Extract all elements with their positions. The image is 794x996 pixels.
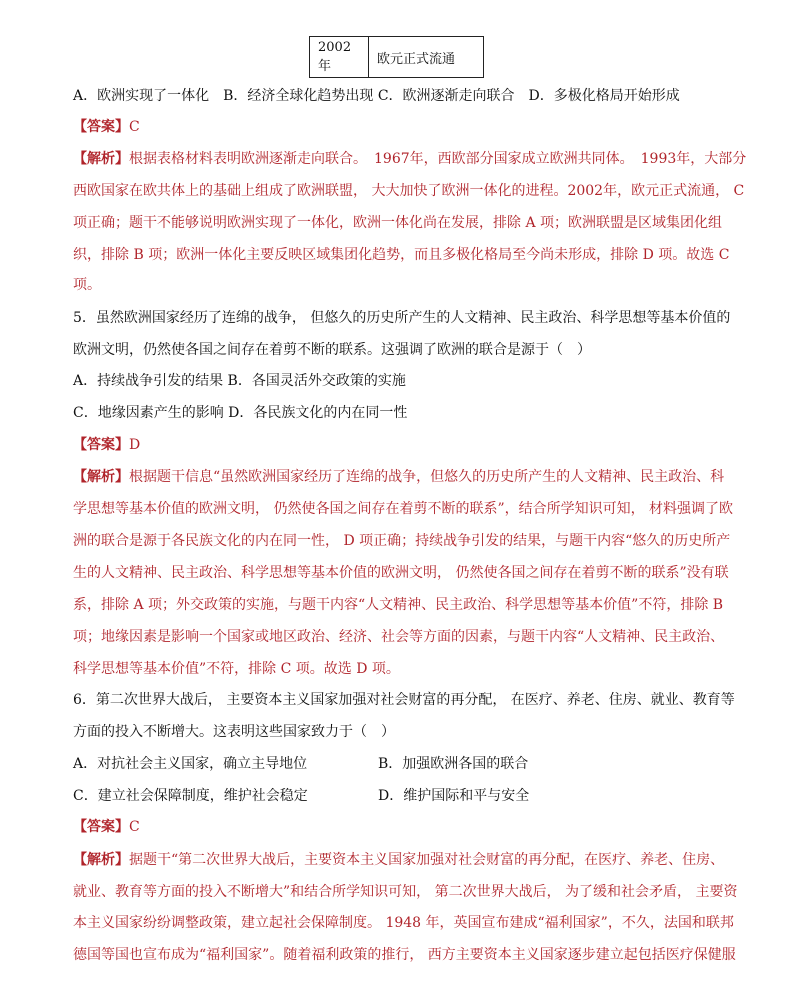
answer-value: C [129, 819, 140, 835]
q6-stem-line: 6．第二次世界大战后， 主要资本主义国家加强对社会财富的再分配， 在医疗、养老、住房、就业、教育等 [73, 692, 735, 708]
answer-value: D [129, 437, 141, 453]
answer-value: C [129, 119, 140, 135]
q5-analysis-line: 学思想等基本价值的欧洲文明， 仍然使各国之间存在着剪不断的联系”，结合所学知识可知， 材料强调了欧 [73, 501, 734, 517]
table-cell-year: 2002 年 [310, 37, 369, 78]
answer-tag: 【答案】 [73, 119, 129, 135]
q5-analysis-line [73, 467, 724, 487]
q4-options: A．欧洲实现了一体化 B．经济全球化趋势出现 C．欧洲逐渐走向联合 D．多极化格局开始形成 [73, 88, 680, 104]
q6-option-d: D．维护国际和平与安全 [378, 788, 530, 804]
table-row [310, 37, 484, 78]
q5-stem-line: 欧洲文明，仍然使各国之间存在着剪不断的联系。这强调了欧洲的联合是源于（ ） [73, 342, 591, 358]
q5-option-line: A．持续战争引发的结果 B．各国灵活外交政策的实施 [73, 373, 406, 389]
q5-answer [73, 435, 140, 455]
answer-tag: 【答案】 [73, 437, 129, 453]
q5-analysis-line: 生的人文精神、民主政治、科学思想等基本价值的欧洲文明， 仍然使各国之间存在着剪不断的联系”没有联 [73, 565, 729, 581]
q4-analysis-line: 项正确；题干不能够说明欧洲实现了一体化，欧洲一体化尚在发展，排除 A 项；欧洲联盟是区域集团化组 [73, 215, 723, 231]
q6-option-b: B．加强欧洲各国的联合 [378, 756, 529, 772]
q6-option-a: A．对抗社会主义国家，确立主导地位 [73, 756, 308, 772]
q5-analysis-line: 洲的联合是源于各民族文化的内在同一性， D 项正确；持续战争引发的结果，与题干内容“悠久的历史所产 [73, 533, 731, 549]
q5-analysis-line: 系，排除 A 项；外交政策的实施，与题干内容“人文精神、民主政治、科学思想等基本价值”不符，排除 B [73, 597, 724, 613]
q4-analysis-line: 织，排除 B 项；欧洲一体化主要反映区域集团化趋势，而且多极化格局至今尚未形成，排除 D 项。故选 C [73, 247, 730, 263]
q5-option-line: C．地缘因素产生的影响 D．各民族文化的内在同一性 [73, 405, 408, 421]
q6-stem-line: 方面的投入不断增大。这表明这些国家致力于（ ） [73, 724, 395, 740]
q6-analysis-line: 就业、教育等方面的投入不断增大”和结合所学知识可知， 第二次世界大战后， 为了缓和社会矛盾， 主要资 [73, 884, 738, 900]
q6-analysis-line [73, 850, 724, 870]
q5-analysis-line: 科学思想等基本价值”不符，排除 C 项。故选 D 项。 [73, 661, 400, 677]
timeline-table [309, 36, 484, 78]
q6-option-c: C．建立社会保障制度，维护社会稳定 [73, 788, 308, 804]
q4-analysis-line [73, 149, 746, 169]
analysis-tag: 【解析】 [73, 852, 129, 868]
q6-analysis-line: 德国等国也宣布成为“福利国家”。随着福利政策的推行， 西方主要资本主义国家逐步建立起包括医疗保健服 [73, 947, 736, 963]
answer-tag: 【答案】 [73, 819, 129, 835]
q4-analysis-line: 西欧国家在欧共体上的基础上组成了欧洲联盟， 大大加快了欧洲一体化的进程。2002年，欧元正式流通， C [73, 183, 745, 199]
q4-analysis-line: 项。 [73, 277, 101, 293]
q6-analysis-line: 本主义国家纷纷调整政策，建立起社会保障制度。 1948 年，英国宣布建成“福利国家”，不久，法国和联邦 [73, 915, 734, 931]
q5-stem-line: 5．虽然欧洲国家经历了连绵的战争， 但悠久的历史所产生的人文精神、民主政治、科学思想等基本价值的 [73, 310, 731, 326]
analysis-tag: 【解析】 [73, 469, 129, 485]
q6-answer [73, 817, 140, 837]
table-cell-event: 欧元正式流通 [369, 37, 484, 78]
analysis-text: 根据表格材料表明欧洲逐渐走向联合。 1967年，西欧部分国家成立欧洲共同体。 1993年，大部分 [129, 151, 747, 167]
q4-answer [73, 117, 140, 137]
analysis-text: 根据题干信息“虽然欧洲国家经历了连绵的战争，但悠久的历史所产生的人文精神、民主政治、科 [129, 469, 725, 485]
analysis-tag: 【解析】 [73, 151, 129, 167]
q5-analysis-line: 项；地缘因素是影响一个国家或地区政治、经济、社会等方面的因素，与题干内容“人文精神、民主政治、 [73, 629, 725, 645]
analysis-text: 据题干“第二次世界大战后，主要资本主义国家加强对社会财富的再分配，在医疗、养老、住房、 [129, 852, 725, 868]
